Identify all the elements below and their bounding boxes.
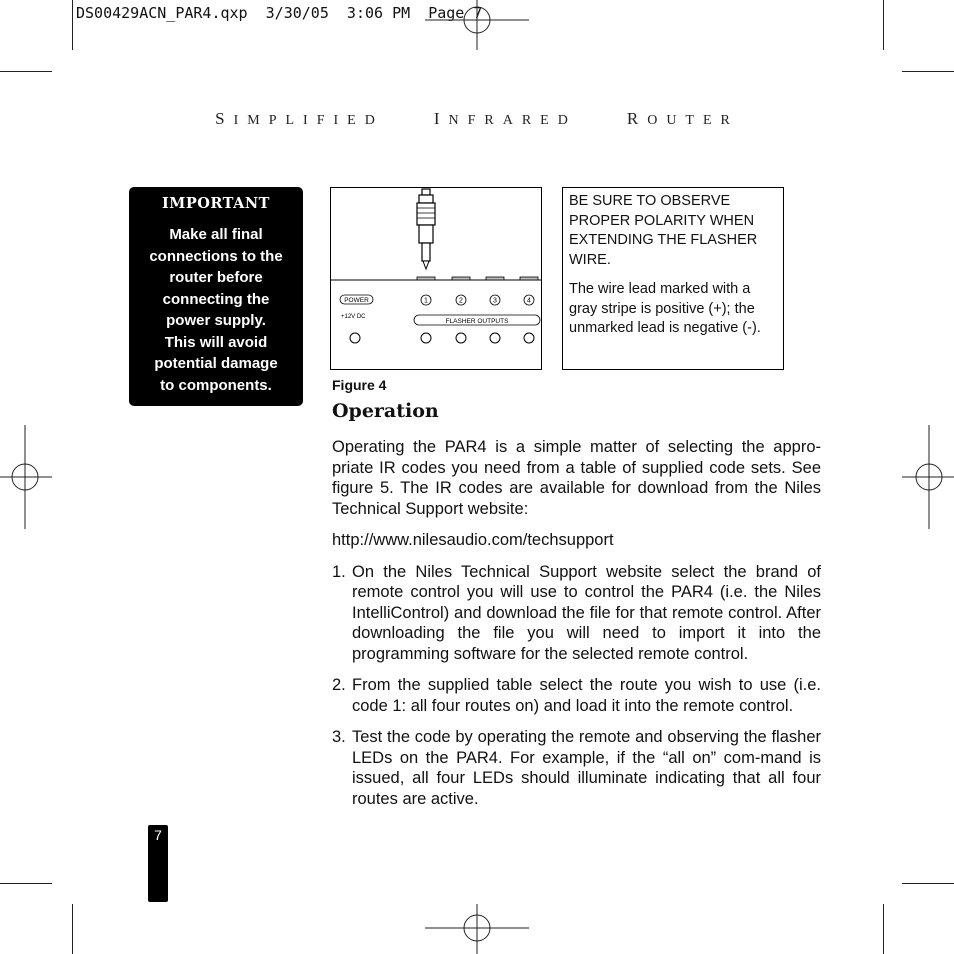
operation-body [332,437,821,820]
registration-mark-right [902,425,954,529]
support-url: http://www.nilesaudio.com/techsupport [332,531,614,549]
flasher-jack-1 [421,333,431,343]
figure-caption: Figure 4 [332,377,387,393]
crop-mark-top-right-h [902,71,954,72]
jack-tab-4 [520,277,538,280]
registration-mark-bottom [425,904,529,954]
flasher-jack-4 [524,333,534,343]
important-callout [129,187,303,406]
crop-mark-top-left-v [72,0,73,50]
registration-mark-left [0,425,52,529]
header-word-3: ROUTER [626,109,739,128]
crop-mark-bottom-right-h [902,883,954,884]
step-item: 2. From the supplied table select the route you wish to use (i.e. code 1: all four routes on) and load it into the remote control. [332,676,821,715]
router-panel-illustration [331,188,541,369]
polarity-warning: BE SURE TO OBSERVE PROPER POLARITY WHEN EXTENDING THE FLASHER WIRE. [569,193,758,268]
page-number-tab [148,825,168,902]
polarity-explanation: The wire lead marked with a gray stripe is positive (+); the unmarked lead is negative (-). [569,281,761,336]
crop-mark-top-left-h [0,71,52,72]
power-label: POWER [344,297,369,304]
port-number-1 [421,295,431,305]
port-number-2 [456,295,466,305]
steps-list [332,562,821,810]
figure-4-diagram [330,187,542,370]
header-word-2: INFRARED [433,109,577,128]
registration-mark-top [425,0,529,50]
flasher-outputs-label: FLASHER OUTPUTS [445,318,509,325]
crop-mark-bottom-left-h [0,883,52,884]
svg-text:1: 1 [424,297,428,305]
svg-text:4: 4 [527,297,531,305]
jack-tab-2 [452,277,470,280]
flasher-jack-3 [490,333,500,343]
running-header [0,109,954,129]
svg-text:2: 2 [459,297,463,305]
section-title: Operation [332,400,439,422]
crop-mark-bottom-right-v [883,904,884,954]
intro-paragraph: Operating the PAR4 is a simple matter of selecting the appro-priate IR codes you need from a table of supplied code sets. See figure 5. The IR codes are available for download from the Niles Technical Support website: [332,438,821,518]
power-jack [350,333,360,343]
important-message: Make all final connections to the router before connecting the power supply. This will avoid potential damage to components. [149,226,283,394]
flasher-plug-icon [417,189,435,269]
crop-mark-bottom-left-v [72,904,73,954]
header-word-1: SIMPLIFIED [215,109,384,128]
jack-tab-3 [486,277,504,280]
polarity-note [562,187,784,370]
important-title: IMPORTANT [162,195,270,212]
print-slug: DS00429ACN_PAR4.qxp 3/30/05 3:06 PM Page 7 [76,4,483,22]
port-number-4 [524,295,534,305]
flasher-jack-2 [456,333,466,343]
step-item: 1. On the Niles Technical Support website select the brand of remote control you will use to control the PAR4 (i.e. the Niles IntelliControl) and download the file for that remote control. After downloading the file you will need to import it into the programming software for the selected remote control. [332,562,821,663]
voltage-label: +12V DC [341,314,366,320]
crop-mark-top-right-v [883,0,884,50]
page-number: 7 [154,827,162,843]
port-number-3 [490,295,500,305]
step-item: 3. Test the code by operating the remote and observing the flasher LEDs on the PAR4. For example, if the “all on” com-mand is issued, all four LEDs should illuminate indicating that all four routes are active. [332,728,821,808]
svg-text:3: 3 [493,297,497,305]
jack-tab-1 [417,277,435,280]
